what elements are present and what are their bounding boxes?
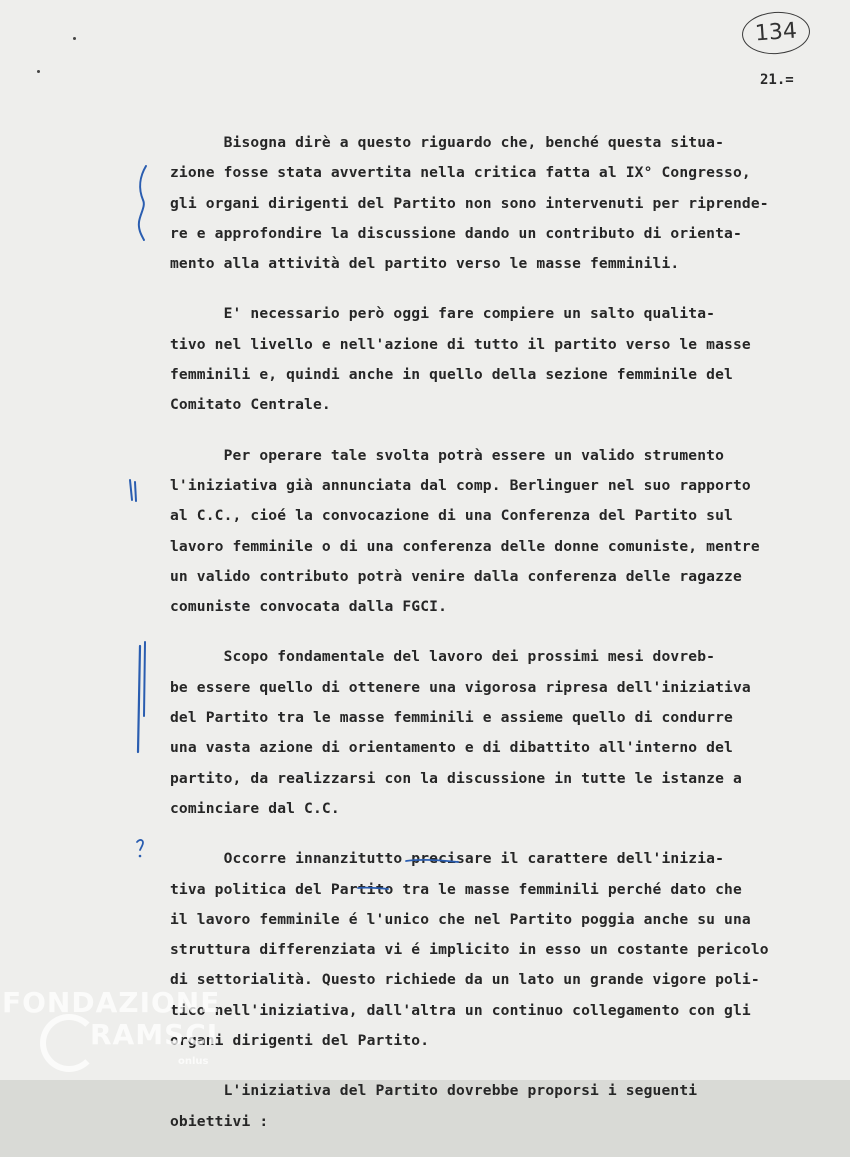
paragraph: [170, 844, 850, 1056]
text-line: struttura differenziata vi é implicito in esso un costante pericolo: [170, 941, 769, 959]
text-line: L'iniziativa del Partito dovrebbe proporsi i seguenti: [170, 1082, 698, 1100]
text-line: Bisogna dirè a questo riguardo che, benché questa situa-: [170, 134, 725, 151]
text-line: una vasta azione di orientamento e di dibattito all'interno del: [170, 739, 733, 757]
margin-vertical-line-mark: [132, 640, 154, 760]
text-line: cominciare dal C.C.: [170, 799, 340, 817]
watermark-line-2: RAMSCI: [90, 1018, 219, 1051]
paragraph: [170, 128, 850, 279]
text-line: partito, da realizzarsi con la discussione in tutte le istanze a: [170, 769, 742, 787]
text-line: comuniste convocata dalla FGCI.: [170, 598, 448, 616]
text-line: be essere quello di ottenere una vigorosa ripresa dell'iniziativa: [170, 678, 751, 696]
text-line: del Partito tra le masse femminili e assieme quello di condurre: [170, 709, 733, 727]
text-line: il lavoro femminile é l'unico che nel Partito poggia anche su una: [170, 910, 751, 928]
text-line: Scopo fondamentale del lavoro dei prossimi mesi dovreb-: [170, 648, 716, 666]
text-line: organi dirigenti del Partito.: [170, 1032, 430, 1050]
typed-body-text: [170, 128, 850, 1157]
text-line: femminili e, quindi anche in quello della sezione femminile del: [170, 366, 733, 384]
text-line: l'iniziativa già annunciata dal comp. Berlinguer nel suo rapporto: [170, 476, 751, 494]
paragraph: [170, 1076, 850, 1137]
text-line: E' necessario però oggi fare compiere un salto qualita-: [170, 305, 716, 323]
page-speck: [73, 37, 76, 40]
handwritten-page-number: 134: [741, 10, 812, 57]
text-line: tivo nel livello e nell'azione di tutto il partito verso le masse: [170, 335, 751, 353]
text-line: Comitato Centrale.: [170, 396, 331, 414]
underline-mark: [356, 883, 390, 893]
text-line: tiva politica del Partito tra le masse femminili perché dato che: [170, 880, 742, 898]
paragraph: [170, 299, 850, 420]
text-line: zione fosse stata avvertita nella critica fatta al IX° Congresso,: [170, 164, 751, 182]
text-line: tico nell'iniziativa, dall'altra un continuo collegamento con gli: [170, 1001, 751, 1019]
text-line: Per operare tale svolta potrà essere un valido strumento: [170, 446, 725, 464]
text-line: un valido contributo potrà venire dalla conferenza delle ragazze: [170, 567, 742, 585]
text-line: al C.C., cioé la convocazione di una Conferenza del Partito sul: [170, 507, 733, 525]
text-line: obiettivi :: [170, 1112, 269, 1130]
fondazione-gramsci-watermark: [0, 986, 240, 1076]
paragraph: [170, 642, 850, 824]
underline-mark: [404, 856, 460, 866]
watermark-line-1: FONDAZIONE: [2, 986, 221, 1019]
margin-double-stroke-mark: [126, 478, 142, 504]
typed-page-number: 21.=: [760, 72, 794, 88]
text-line: mento alla attività del partito verso le masse femminili.: [170, 255, 680, 273]
text-line: Occorre innanzitutto precisare il carattere dell'inizia-: [170, 850, 725, 868]
text-line: gli organi dirigenti del Partito non sono intervenuti per riprende-: [170, 194, 769, 212]
paragraph: [170, 441, 850, 623]
text-line: lavoro femminile o di una conferenza delle donne comuniste, mentre: [170, 537, 760, 555]
margin-question-mark: [134, 836, 148, 862]
margin-bracket-mark: [134, 162, 154, 242]
page-speck: [37, 70, 40, 73]
text-line: re e approfondire la discussione dando un contributo di orienta-: [170, 224, 742, 242]
text-line: di settorialità. Questo richiede da un lato un grande vigore poli-: [170, 971, 760, 989]
watermark-small-text: onlus: [178, 1056, 209, 1067]
